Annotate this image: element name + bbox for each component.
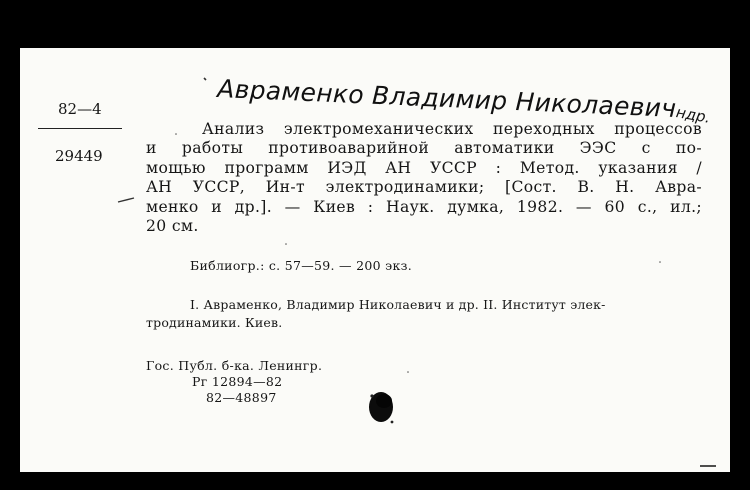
subject-line: тродинамики. Киев. [146,315,283,330]
library-line: Рг 12894—82 [192,374,283,389]
handwritten-suffix: ндр. [674,103,712,127]
entry-line: Анализ электромеханических переходных процессов [202,120,702,138]
bibliography-note: Библиогр.: с. 57—59. — 200 экз. [190,258,412,273]
entry-line: АН УССР, Ин-т электродинамики; [Сост. В. Н. Авра- [146,178,702,197]
classification-code: 82—4 [58,100,102,118]
entry-line: мощью программ ИЭД АН УССР : Метод. указания / [146,158,702,177]
registration-number: 29449 [55,147,103,165]
entry-line: менко и др.]. — Киев : Наук. думка, 1982. — 60 с., ил.; [146,197,702,216]
entry-line: и работы противоаварийной автоматики ЭЭС с по- [146,139,702,158]
library-line: Гос. Публ. б-ка. Ленингр. [146,358,323,373]
subject-line: I. Авраменко, Владимир Николаевич и др. II. Институт элек- [190,297,606,312]
handwritten-author-name: Авраменко Владимир Николаевич [216,74,678,124]
library-line: 82—48897 [206,390,277,405]
entry-line: 20 см. [146,217,199,236]
